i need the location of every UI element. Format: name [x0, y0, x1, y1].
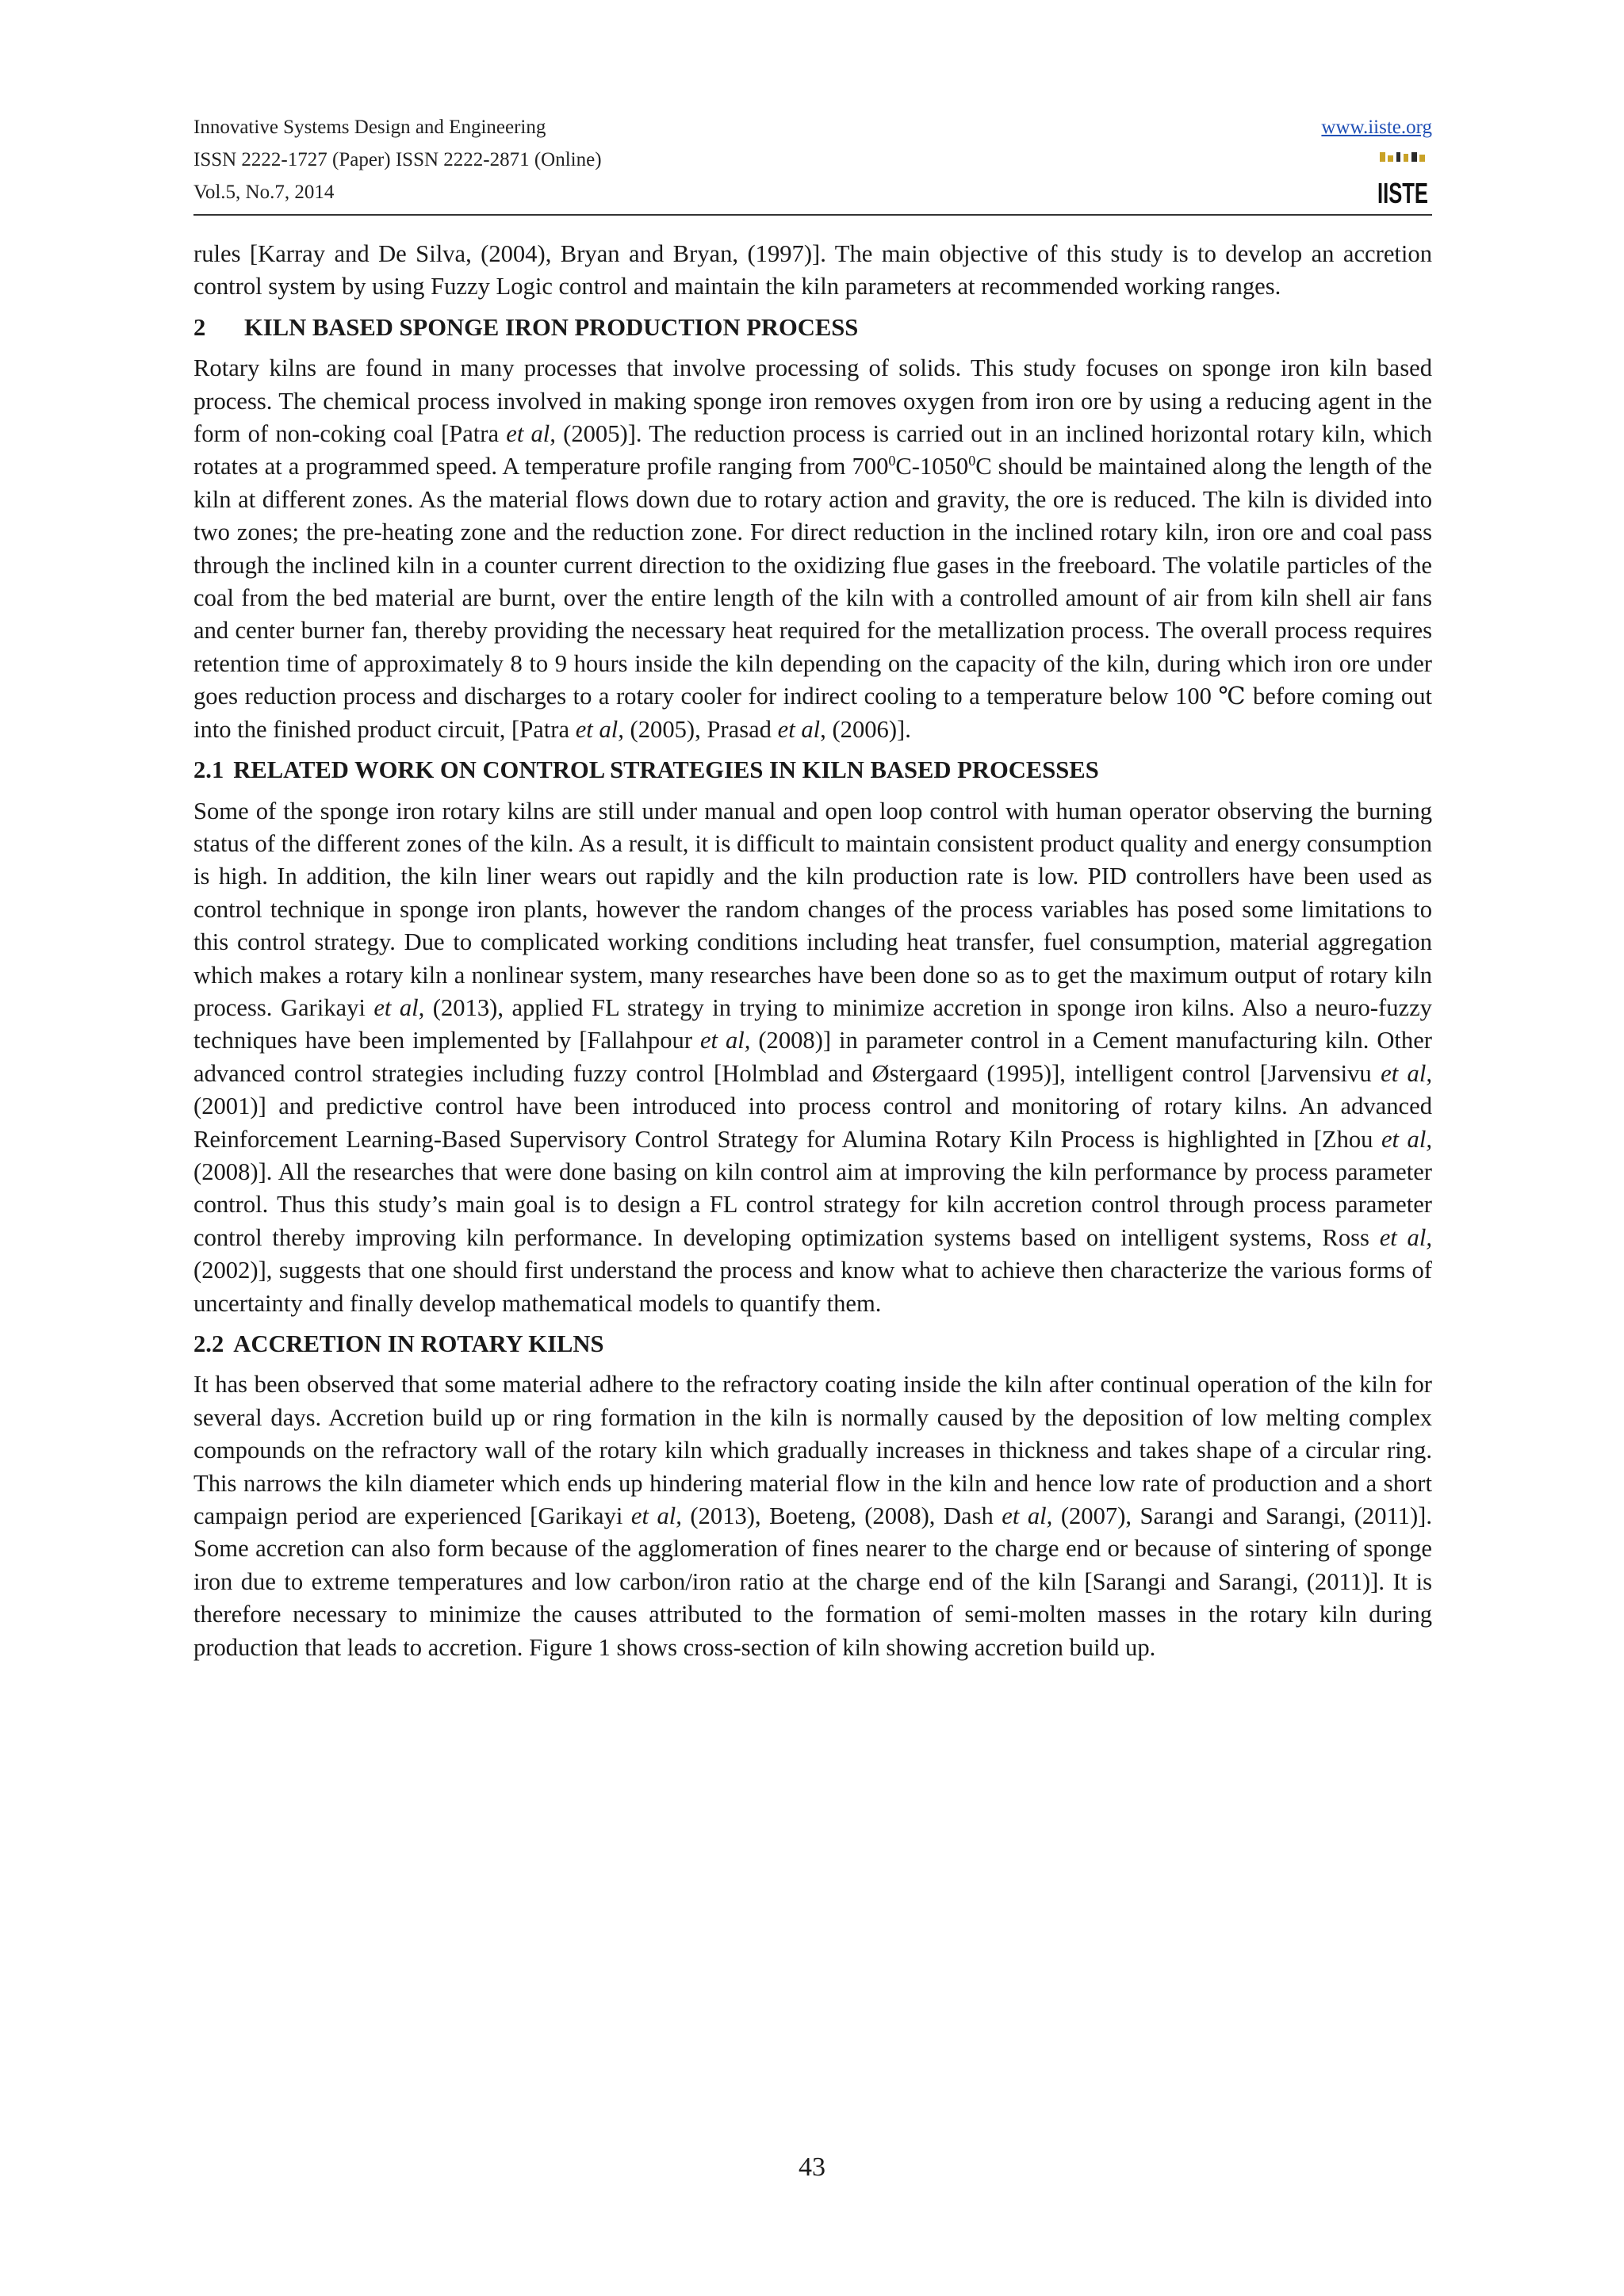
journal-name: Innovative Systems Design and Engineering: [193, 117, 546, 138]
section-number: 2.2: [193, 1330, 224, 1357]
section-2-1-paragraph: Some of the sponge iron rotary kilns are still under manual and open loop control with human operator observing the burning status of the different zones of the kiln. As a result, it is difficult to maintain consistent product quality and energy consumption is high. In addition, the kiln liner wears out rapidly and the kiln production rate is low. PID controllers have been used as control technique in sponge iron plants, however the random changes of the process variables has posed some limitations to this control strategy. Due to complicated working conditions including heat transfer, fuel consumption, material aggregation which makes a rotary kiln a nonlinear system, many researches have been done so as to get the maximum output of rotary kiln process. Garikayi et al, (2013), applied FL strategy in trying to minimize accretion in sponge iron kilns. Also a neuro-fuzzy techniques have been implemented by [Fallahpour et al, (2008)] in parameter control in a Cement manufacturing kiln. Other advanced control strategies including fuzzy control [Holmblad and Østergaard (1995)], intelligent control [Jarvensivu et al, (2001)] and predictive control have been introduced into process control and monitoring of rotary kilns. An advanced Reinforcement Learning-Based Supervisory Control Strategy for Alumina Rotary Kiln Process is highlighted in [Zhou et al, (2008)]. All the researches that were done basing on kiln control aim at improving the kiln performance by process parameter control. Thus this study’s main goal is to design a FL control strategy for kiln accretion control through process parameter control thereby improving kiln performance. In developing optimization systems based on intelligent systems, Ross et al, (2002)], suggests that one should first understand the process and know what to achieve then characterize the various forms of uncertainty and finally develop mathematical models to quantify them.: [193, 797, 1432, 1317]
volume-line: Vol.5, No.7, 2014: [193, 182, 335, 203]
section-title: KILN BASED SPONGE IRON PRODUCTION PROCESS: [244, 313, 859, 341]
section-title: RELATED WORK ON CONTROL STRATEGIES IN KILN BASED PROCESSES: [233, 756, 1099, 784]
section-number: 2.1: [193, 756, 224, 784]
iiste-logo: [1375, 151, 1431, 208]
section-title: ACCRETION IN ROTARY KILNS: [233, 1330, 604, 1357]
section-number: 2: [193, 313, 206, 341]
section-2-heading: [193, 312, 1432, 344]
section-2-paragraph: Rotary kilns are found in many processes that involve processing of solids. This study focuses on sponge iron kiln based process. The chemical process involved in making sponge iron removes oxygen from iron ore by using a reducing agent in the form of non-coking coal [Patra et al, (2005)]. The reduction process is carried out in an inclined horizontal rotary kiln, which rotates at a programmed speed. A temperature profile ranging from $700^0C-1050^0C$ should be maintained along the length of the kiln at different zones. As the material flows down due to rotary action and gravity, the ore is reduced. The kiln is divided into two zones; the pre-heating zone and the reduction zone. For direct reduction in the inclined rotary kiln, iron ore and coal pass through the inclined kiln in a counter current direction to the oxidizing flue gases in the freeboard. The volatile particles of the coal from the bed material are burnt, over the entire length of the kiln with a controlled amount of air from kiln shell air fans and center burner fan, thereby providing the necessary heat required for the metallization process. The overall process requires retention time of approximately 8 to 9 hours inside the kiln depending on the capacity of the kiln, during which iron ore under goes reduction process and discharges to a rotary cooler for indirect cooling to a temperature below 100 ℃ before coming out into the finished product circuit, [Patra et al, (2005), Prasad et al, (2006)].: [193, 354, 1432, 743]
section-2-1-heading: [193, 754, 1432, 786]
article-body: [193, 238, 1432, 1672]
page-number: 43: [799, 2152, 825, 2182]
section-2-2-heading: [193, 1328, 1432, 1360]
section-2-2-paragraph: It has been observed that some material adhere to the refractory coating inside the kiln after continual operation of the kiln for several days. Accretion build up or ring formation in the kiln is normally caused by the deposition of low melting complex compounds on the refractory wall of the rotary kiln which gradually increases in thickness and takes shape of a circular ring. This narrows the kiln diameter which ends up hindering material flow in the kiln and hence low rate of production and a short campaign period are experienced [Garikayi et al, (2013), Boeteng, (2008), Dash et al, (2007), Sarangi and Sarangi, (2011)]. Some accretion can also form because of the agglomeration of fines nearer to the charge end or because of sintering of sponge iron due to extreme temperatures and low carbon/iron ratio at the charge end of the kiln [Sarangi and Sarangi, (2011)]. It is therefore necessary to minimize the causes attributed to the formation of semi-molten masses in the rotary kiln during production that leads to accretion. Figure 1 shows cross-section of kiln showing accretion build up.: [193, 1371, 1432, 1661]
header-rule: [193, 214, 1432, 216]
page-header: [193, 111, 1432, 209]
svg-text:IISTE: IISTE: [1377, 177, 1428, 209]
website-link[interactable]: www.iiste.org: [1321, 117, 1432, 138]
issn-line: ISSN 2222-1727 (Paper) ISSN 2222-2871 (Online): [193, 149, 602, 170]
intro-paragraph: rules [Karray and De Silva, (2004), Bryan and Bryan, (1997)]. The main objective of this study is to develop an accretion control system by using Fuzzy Logic control and maintain the kiln parameters at recommended working ranges.: [193, 240, 1432, 300]
